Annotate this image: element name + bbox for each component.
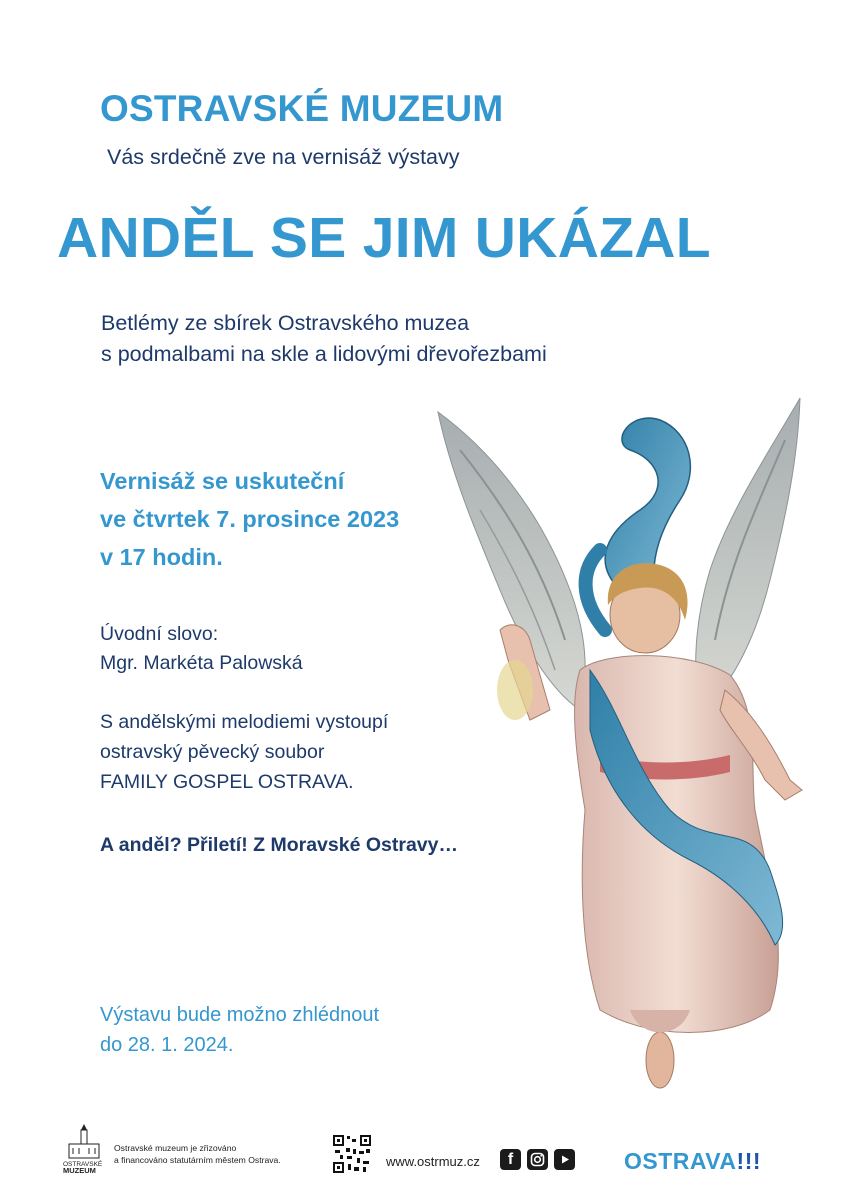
city-logo-mark: !!! <box>736 1148 762 1174</box>
opening-line: Vernisáž se uskuteční <box>100 468 345 494</box>
facebook-icon[interactable]: f <box>500 1149 521 1170</box>
exhibition-subtitle-line: Betlémy ze sbírek Ostravského muzea <box>101 311 470 335</box>
closing-line: Výstavu bude možno zhlédnout <box>100 1004 380 1026</box>
qr-code[interactable] <box>332 1134 372 1174</box>
instagram-icon[interactable] <box>527 1149 548 1170</box>
exhibition-subtitle-line: s podmalbami na skle a lidovými dřevořezbami <box>101 342 547 366</box>
city-logo-text: OSTRAVA <box>624 1148 737 1174</box>
angel-figurine-image <box>430 390 830 1130</box>
invite-line: Vás srdečně zve na vernisáž výstavy <box>107 145 460 169</box>
museum-name: OSTRAVSKÉ MUZEUM <box>100 88 504 129</box>
performance-line: S andělskými melodiemi vystoupí <box>100 711 389 733</box>
speech-label: Úvodní slovo: <box>100 623 219 645</box>
footer-note-line: a financováno statutárním městem Ostrava. <box>114 1155 281 1165</box>
exhibition-title: ANDĚL SE JIM UKÁZAL <box>57 206 711 270</box>
youtube-icon[interactable] <box>554 1149 575 1170</box>
speech-name: Mgr. Markéta Palowská <box>100 652 303 674</box>
website-link[interactable]: www.ostrmuz.cz <box>386 1154 480 1169</box>
city-logo <box>624 1148 761 1175</box>
museum-logo <box>63 1124 111 1174</box>
tagline: A anděl? Přiletí! Z Moravské Ostravy… <box>100 834 458 856</box>
opening-line: v 17 hodin. <box>100 544 223 570</box>
closing-line: do 28. 1. 2024. <box>100 1034 234 1056</box>
museum-logo-text-bottom: MUZEUM <box>63 1166 96 1174</box>
performance-line: FAMILY GOSPEL OSTRAVA. <box>100 771 354 793</box>
museum-logo-text-top: OSTRAVSKÉ <box>63 1161 103 1168</box>
performance-line: ostravský pěvecký soubor <box>100 741 325 763</box>
footer-note-line: Ostravské muzeum je zřizováno <box>114 1143 237 1153</box>
opening-line: ve čtvrtek 7. prosince 2023 <box>100 506 400 532</box>
